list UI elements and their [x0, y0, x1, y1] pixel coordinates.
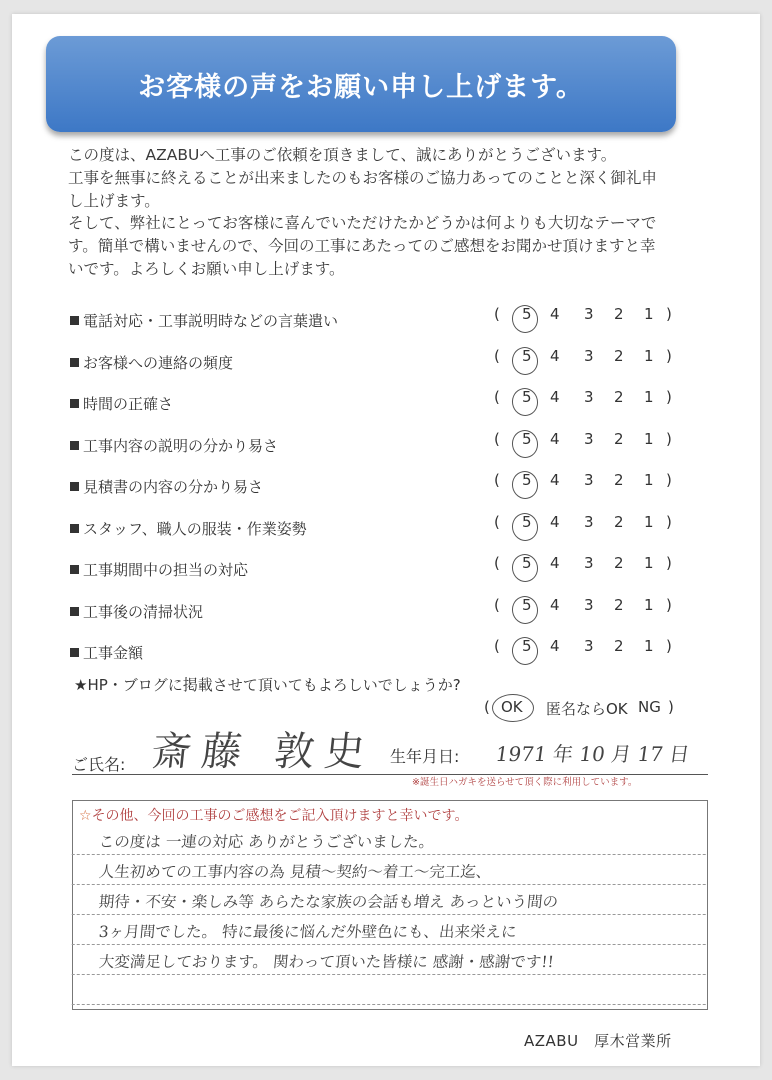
- selected-circle-mark: [510, 303, 540, 335]
- scale-paren-close: ): [666, 429, 672, 448]
- rating-label-text: 工事内容の説明の分かり易さ: [83, 436, 279, 455]
- score-3[interactable]: 3: [584, 305, 594, 323]
- name-row: [72, 714, 708, 774]
- rating-row: [70, 541, 690, 583]
- comment-title-text: その他、今回の工事のご感想をご記入頂けますと幸いです。: [91, 808, 469, 824]
- rating-label: [70, 559, 248, 580]
- score-5[interactable]: 5: [522, 471, 532, 489]
- comment-line: [72, 975, 709, 1005]
- rating-row: [70, 500, 690, 542]
- intro-line: いです。よろしくお願い申し上げます。: [68, 259, 345, 278]
- score-2[interactable]: 2: [614, 554, 624, 572]
- scale-paren-close: ): [666, 554, 672, 572]
- rating-label-text: 見積書の内容の分かり易さ: [83, 478, 264, 496]
- scale-paren-open: (: [494, 388, 500, 406]
- score-3[interactable]: 3: [584, 554, 594, 572]
- name-label: ご氏名:: [72, 755, 126, 774]
- rating-label-text: 工事期間中の担当の対応: [83, 561, 249, 579]
- score-2[interactable]: 2: [614, 305, 624, 323]
- rating-label: [70, 310, 338, 331]
- scale-paren-open: (: [494, 637, 500, 655]
- comment-line: 大変満足しております。 関わって頂いた皆様に 感謝・感謝です!!: [72, 945, 709, 975]
- rating-list: [70, 292, 690, 666]
- score-3[interactable]: 3: [584, 637, 594, 655]
- page-title: お客様の声をお願い申し上げます。: [46, 36, 676, 132]
- score-1[interactable]: 1: [644, 512, 654, 531]
- selected-circle-mark: [510, 469, 540, 501]
- rating-row: [70, 583, 690, 625]
- intro-line: そして、弊社にとってお客様に喜んでいただけたかどうかは何よりも大切なテーマで: [68, 214, 657, 233]
- selected-circle-mark: [510, 344, 540, 376]
- score-5[interactable]: 5: [522, 595, 532, 614]
- rating-row: [70, 417, 690, 459]
- selected-circle-mark: [510, 386, 540, 418]
- scale-paren-open: (: [494, 429, 500, 448]
- score-3[interactable]: 3: [584, 512, 594, 531]
- scale-paren-close: ): [666, 637, 672, 655]
- rating-scale: [494, 383, 678, 413]
- rating-label: [70, 435, 278, 456]
- survey-sheet: [12, 14, 760, 1066]
- dob-value[interactable]: 1971 年 10 月 17 日: [494, 742, 692, 766]
- selected-circle-mark: [510, 635, 540, 667]
- rating-label-text: 電話対応・工事説明時などの言葉遣い: [83, 312, 339, 330]
- scale-paren-open: (: [494, 554, 500, 572]
- hp-question: ★HP・ブログに掲載させて頂いてもよろしいでしょうか?: [74, 676, 461, 694]
- scale-paren-close: ): [666, 305, 672, 323]
- score-2[interactable]: 2: [614, 429, 624, 448]
- score-1[interactable]: 1: [644, 637, 654, 655]
- hp-option-ng[interactable]: NG: [638, 698, 661, 716]
- scale-paren-open: (: [494, 346, 500, 365]
- score-4[interactable]: 4: [550, 512, 560, 531]
- rating-row: [70, 458, 690, 500]
- scale-paren-open: (: [494, 512, 500, 531]
- square-bullet-icon: [70, 607, 79, 616]
- hp-paren-close: ): [668, 698, 674, 716]
- score-4[interactable]: 4: [550, 346, 560, 365]
- hp-option-anon[interactable]: 匿名ならOK: [546, 700, 628, 718]
- selected-circle-mark: [510, 427, 540, 459]
- score-3[interactable]: 3: [584, 471, 594, 489]
- score-4[interactable]: 4: [550, 305, 560, 323]
- birthday-note: ※誕生日ハガキを送らせて頂く際に利用しています。: [412, 777, 638, 788]
- comment-line: 3ヶ月間でした。 特に最後に悩んだ外壁色にも、出来栄えに: [72, 915, 709, 945]
- intro-line: す。簡単で構いませんので、今回の工事にあたってのご感想をお聞かせ頂けますと幸: [68, 237, 656, 256]
- score-1[interactable]: 1: [644, 388, 654, 406]
- star-icon: ☆: [79, 808, 92, 824]
- intro-line: 工事を無事に終えることが出来ましたのもお客様のご協力あってのことと深く御礼申: [68, 168, 657, 187]
- score-3[interactable]: 3: [584, 429, 594, 448]
- rating-scale: [494, 591, 678, 621]
- rating-label: [70, 642, 143, 663]
- score-5[interactable]: 5: [522, 637, 532, 655]
- rating-scale: [494, 342, 678, 372]
- rating-label: [70, 393, 173, 414]
- comment-title: [79, 805, 468, 825]
- square-bullet-icon: [70, 316, 79, 325]
- rating-scale: [494, 508, 678, 538]
- score-2[interactable]: 2: [614, 637, 624, 655]
- rating-row: [70, 375, 690, 417]
- selected-circle-mark: [510, 510, 540, 542]
- score-4[interactable]: 4: [550, 554, 560, 572]
- rating-scale: [494, 549, 678, 579]
- intro-text: [68, 144, 674, 281]
- score-4[interactable]: 4: [550, 637, 560, 655]
- score-1[interactable]: 1: [644, 429, 654, 448]
- square-bullet-icon: [70, 565, 79, 574]
- hp-option-ok[interactable]: OK: [501, 698, 523, 716]
- score-3[interactable]: 3: [584, 346, 594, 365]
- selected-circle-mark: [510, 593, 540, 625]
- score-1[interactable]: 1: [644, 305, 654, 323]
- rating-label-text: 工事金額: [83, 644, 144, 662]
- rating-row: [70, 292, 690, 334]
- score-5[interactable]: 5: [522, 346, 532, 365]
- dob-label: 生年月日:: [390, 747, 460, 766]
- name-value[interactable]: 斎藤 敦史: [149, 729, 377, 775]
- score-1[interactable]: 1: [644, 595, 654, 614]
- rating-label-text: スタッフ、職人の服装・作業姿勢: [83, 519, 307, 538]
- comment-lines: [73, 825, 707, 1005]
- score-2[interactable]: 2: [614, 512, 624, 531]
- score-4[interactable]: 4: [550, 388, 560, 406]
- score-5[interactable]: 5: [522, 512, 532, 531]
- score-4[interactable]: 4: [550, 471, 560, 489]
- square-bullet-icon: [70, 524, 79, 533]
- square-bullet-icon: [70, 648, 79, 657]
- rating-label-text: 時間の正確さ: [83, 395, 174, 413]
- intro-line: し上げます。: [68, 191, 160, 210]
- score-5[interactable]: 5: [522, 429, 532, 448]
- score-1[interactable]: 1: [644, 554, 654, 572]
- comment-line: 期待・不安・楽しみ等 あらたな家族の会話も増え あっという間の: [72, 885, 709, 915]
- rating-label-text: 工事後の清掃状況: [83, 602, 204, 621]
- selected-circle-mark: [510, 552, 540, 584]
- score-2[interactable]: 2: [614, 595, 624, 614]
- rating-label: [70, 476, 263, 497]
- score-2[interactable]: 2: [614, 388, 624, 406]
- scale-paren-open: (: [494, 595, 500, 614]
- rating-label: [70, 601, 203, 622]
- scale-paren-close: ): [666, 346, 672, 365]
- rating-row: [70, 334, 690, 376]
- rating-label: [70, 352, 233, 373]
- score-3[interactable]: 3: [584, 595, 594, 614]
- score-5[interactable]: 5: [522, 305, 532, 323]
- comment-line: この度は 一連の対応 ありがとうございました。: [72, 825, 709, 855]
- comment-line: 人生初めての工事内容の為 見積～契約～着工～完工迄、: [72, 855, 709, 885]
- score-5[interactable]: 5: [522, 388, 532, 406]
- rating-row: [70, 624, 690, 666]
- scale-paren-close: ): [666, 471, 672, 489]
- square-bullet-icon: [70, 358, 79, 367]
- score-5[interactable]: 5: [522, 554, 532, 572]
- rating-scale: [494, 466, 678, 496]
- rating-scale: [494, 632, 678, 662]
- rating-label-text: お客様への連絡の頻度: [83, 353, 234, 372]
- square-bullet-icon: [70, 399, 79, 408]
- rating-scale: [494, 300, 678, 330]
- score-2[interactable]: 2: [614, 471, 624, 489]
- intro-line: この度は、AZABUへ工事のご依頼を頂きまして、誠にありがとうございます。: [68, 146, 617, 164]
- score-1[interactable]: 1: [644, 471, 654, 489]
- comment-box[interactable]: [72, 800, 708, 1010]
- scale-paren-open: (: [494, 305, 500, 323]
- scale-paren-open: (: [494, 471, 500, 489]
- score-3[interactable]: 3: [584, 388, 594, 406]
- hp-paren-open: (: [484, 698, 490, 716]
- footer-branch: AZABU 厚木営業所: [524, 1032, 672, 1050]
- scale-paren-close: ): [666, 512, 672, 531]
- score-2[interactable]: 2: [614, 346, 624, 365]
- scale-paren-close: ): [666, 388, 672, 406]
- rating-label: [70, 518, 307, 539]
- scale-paren-close: ): [666, 595, 672, 614]
- score-4[interactable]: 4: [550, 595, 560, 614]
- score-1[interactable]: 1: [644, 346, 654, 365]
- square-bullet-icon: [70, 441, 79, 450]
- rating-scale: [494, 425, 678, 455]
- square-bullet-icon: [70, 482, 79, 491]
- score-4[interactable]: 4: [550, 429, 560, 448]
